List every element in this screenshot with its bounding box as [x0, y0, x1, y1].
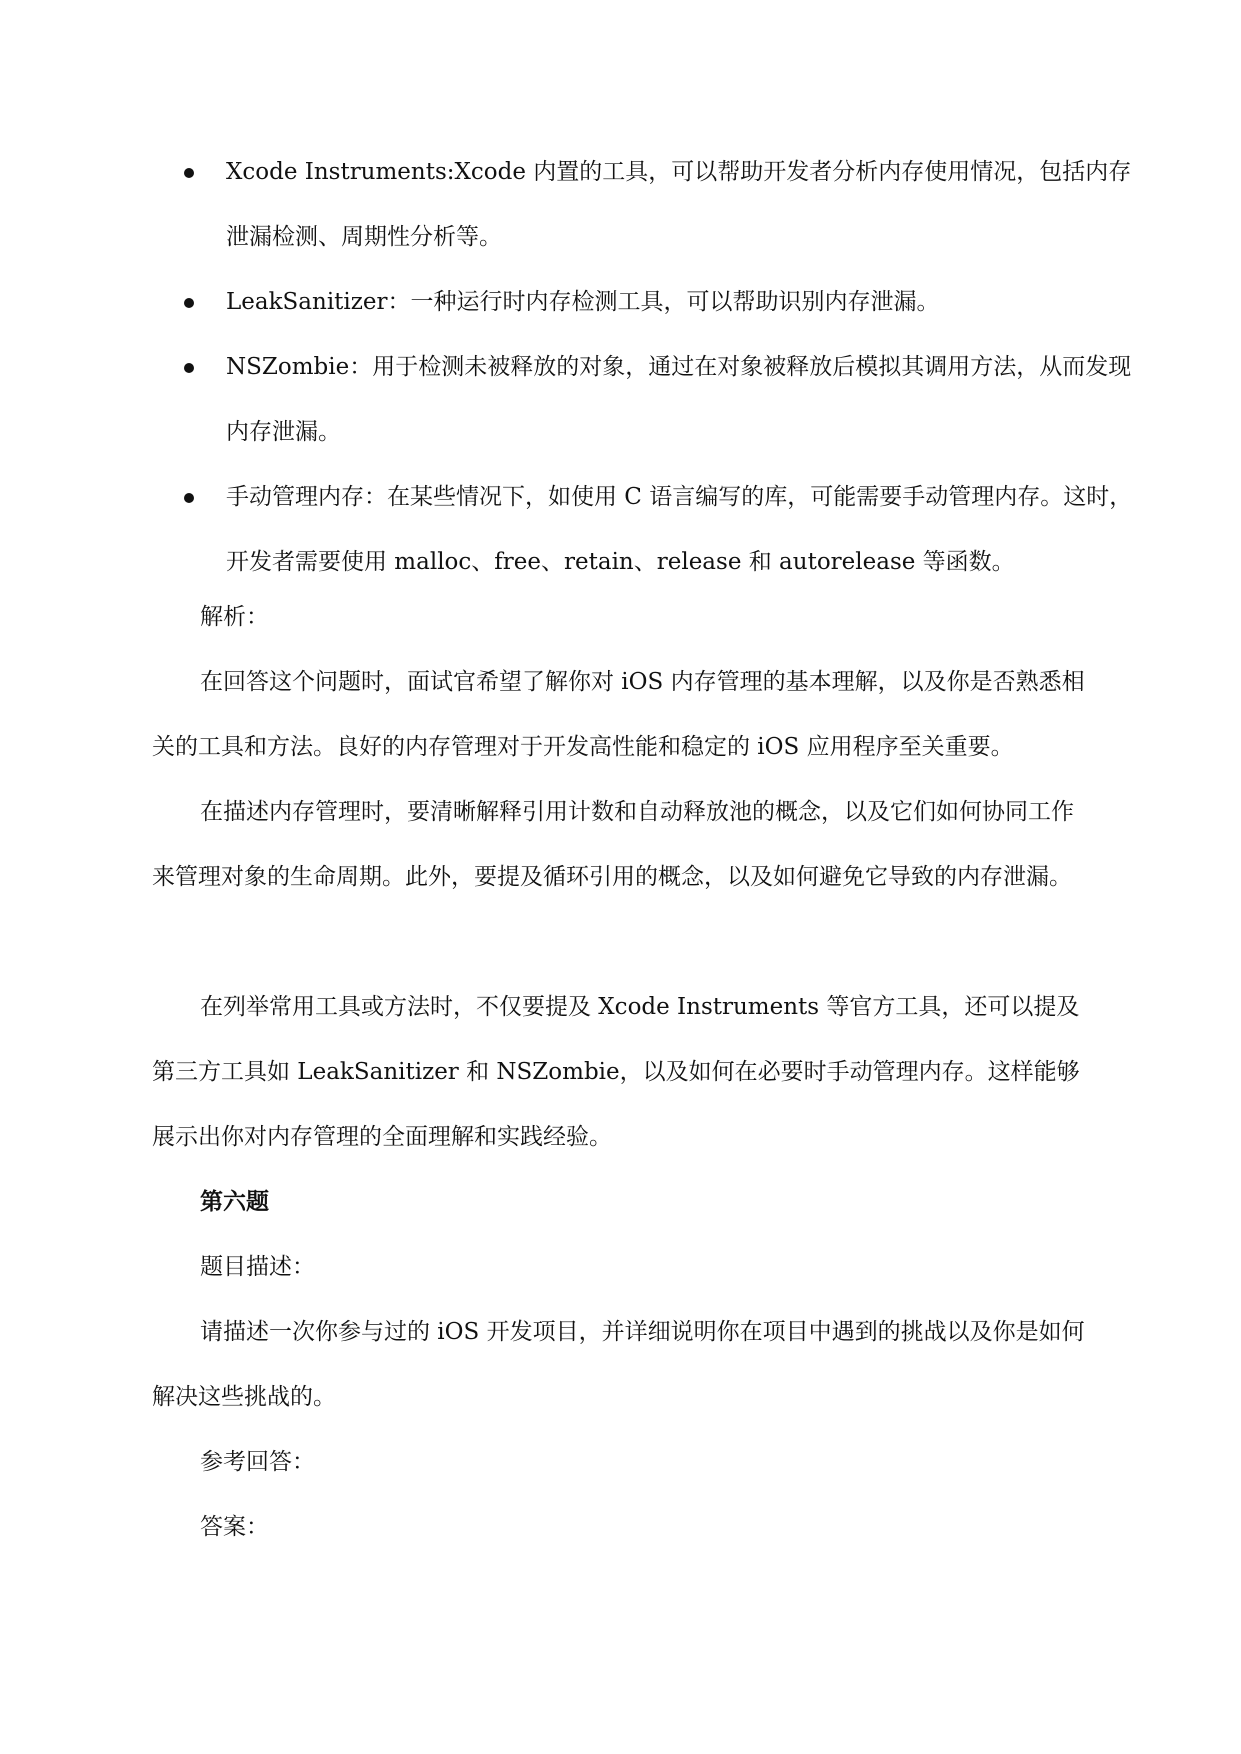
bullet-text: Xcode Instruments:Xcode 内置的工具，可以帮助开发者分析内存使用情况，包括内存泄漏检测、周期性分析等。	[226, 159, 1132, 250]
tools-bullet-list	[180, 140, 1140, 595]
question-label: 题目描述：	[200, 1254, 315, 1280]
reference-label: 参考回答：	[200, 1449, 315, 1475]
list-item	[180, 335, 1140, 465]
analysis-paragraph: 在描述内存管理时，要清晰解释引用计数和自动释放池的概念，以及它们如何协同工作来管理对象的生命周期。此外，要提及循环引用的概念，以及如何避免它导致的内存泄漏。	[152, 799, 1074, 890]
analysis-label: 解析：	[200, 604, 269, 630]
analysis-paragraph: 在回答这个问题时，面试官希望了解你对 iOS 内存管理的基本理解，以及你是否熟悉相关的工具和方法。良好的内存管理对于开发高性能和稳定的 iOS 应用程序至关重要。	[152, 669, 1085, 760]
bullet-text: 手动管理内存：在某些情况下，如使用 C 语言编写的库，可能需要手动管理内存。这时，开发者需要使用 malloc、free、retain、release 和 autorelease 等函数。	[226, 484, 1133, 575]
bullet-text: NSZombie：用于检测未被释放的对象，通过在对象被释放后模拟其调用方法，从而发现内存泄漏。	[226, 354, 1132, 445]
bullet-icon	[184, 168, 194, 178]
list-item	[180, 465, 1140, 595]
bullet-icon	[184, 298, 194, 308]
section-heading: 第六题	[200, 1189, 269, 1215]
bullet-icon	[184, 363, 194, 373]
analysis-paragraph: 在列举常用工具或方法时，不仅要提及 Xcode Instruments 等官方工具，还可以提及第三方工具如 LeakSanitizer 和 NSZombie，以及如何在必要时手动管理内存。这样能够展示出你对内存管理的全面理解和实践经验。	[152, 994, 1080, 1150]
question-text: 请描述一次你参与过的 iOS 开发项目，并详细说明你在项目中遇到的挑战以及你是如何解决这些挑战的。	[152, 1319, 1085, 1410]
bullet-text: LeakSanitizer：一种运行时内存检测工具，可以帮助识别内存泄漏。	[226, 289, 940, 315]
bullet-icon	[184, 493, 194, 503]
answer-label: 答案：	[200, 1514, 269, 1540]
list-item	[180, 140, 1140, 270]
list-item	[180, 270, 1140, 335]
